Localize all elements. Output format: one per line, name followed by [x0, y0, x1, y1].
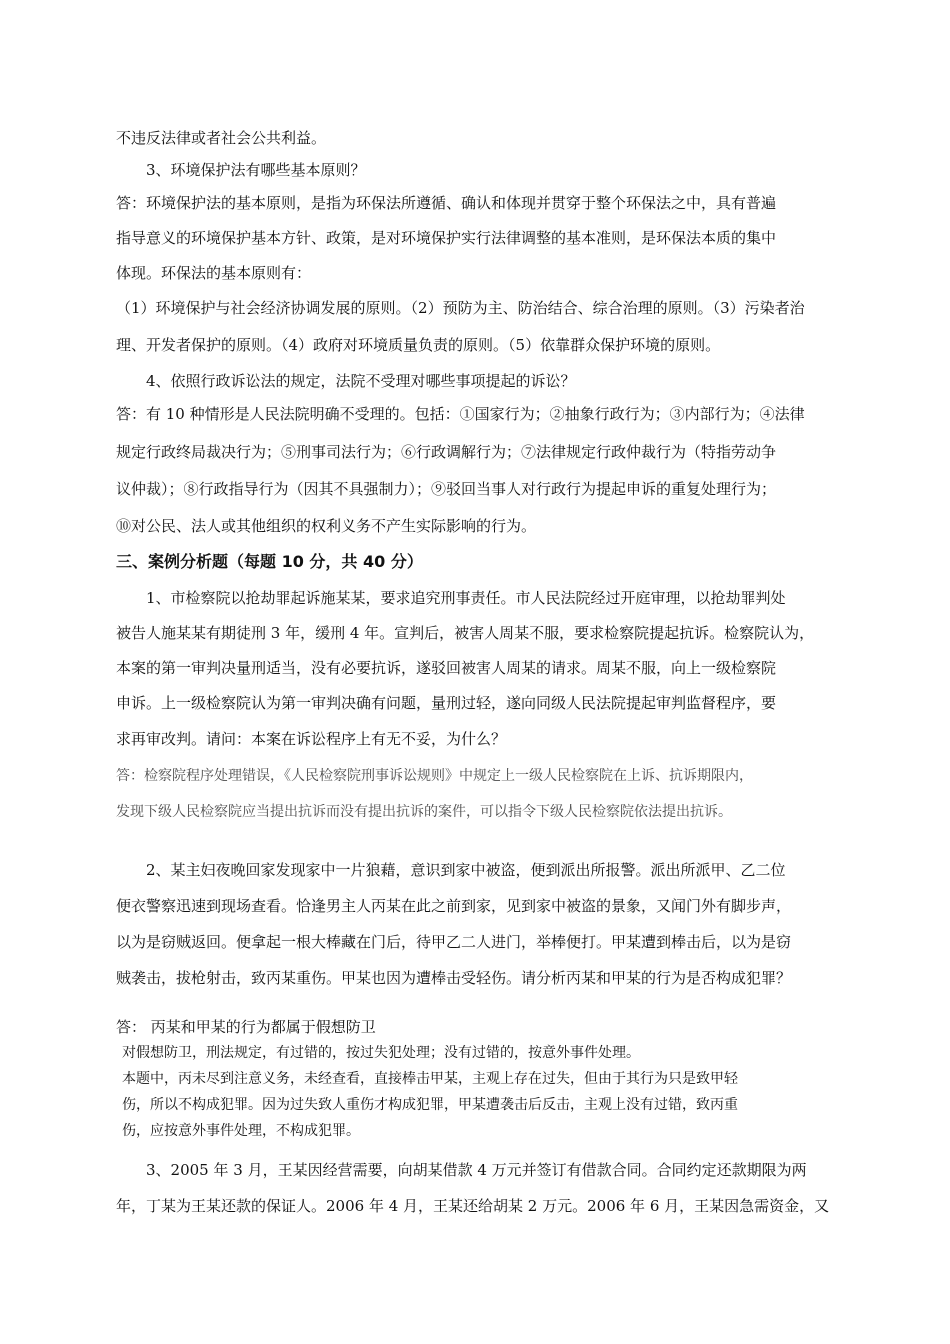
case-2-line: 以为是窃贼返回。便拿起一根大棒藏在门后，待甲乙二人进门，举棒便打。甲某遭到棒击后，以为是窃 — [116, 933, 792, 951]
answer-3-line: （1）环境保护与社会经济协调发展的原则。（2）预防为主、防治结合、综合治理的原则。（3）污染者治 — [116, 299, 805, 317]
question-3: 3、环境保护法有哪些基本原则？ — [146, 161, 366, 179]
case-1-line: 本案的第一审判决量刑适当，没有必要抗诉，遂驳回被害人周某的请求。周某不服，向上一级检察院 — [116, 659, 777, 677]
question-4: 4、依照行政诉讼法的规定，法院不受理对哪些事项提起的诉讼？ — [146, 372, 576, 390]
answer-3-line: 理、开发者保护的原则。（4）政府对环境质量负责的原则。（5）依靠群众保护环境的原则。 — [116, 336, 721, 354]
answer-4-line: ⑩对公民、法人或其他组织的权利义务不产生实际影响的行为。 — [116, 517, 537, 535]
case-2-line: 贼袭击，拔枪射击，致丙某重伤。甲某也因为遭棒击受轻伤。请分析丙某和甲某的行为是否构成犯罪？ — [116, 969, 792, 987]
case-3-line: 3、2005 年 3 月，王某因经营需要，向胡某借款 4 万元并签订有借款合同。合同约定还款期限为两 — [146, 1161, 807, 1179]
case-1-line: 1、市检察院以抢劫罪起诉施某某，要求追究刑事责任。市人民法院经过开庭审理，以抢劫罪判处 — [146, 589, 786, 607]
case-1-answer-line: 发现下级人民检察院应当提出抗诉而没有提出抗诉的案件，可以指令下级人民检察院依法提出抗诉。 — [116, 804, 732, 820]
case-1-line: 申诉。上一级检察院认为第一审判决确有问题，量刑过轻，遂向同级人民法院提起审判监督程序，要 — [116, 694, 777, 712]
case-2-line: 便衣警察迅速到现场查看。恰逢男主人丙某在此之前到家，见到家中被盗的景象，又闻门外有脚步声， — [116, 897, 792, 915]
text-line: 不违反法律或者社会公共利益。 — [116, 129, 327, 147]
case-2-answer-line: 对假想防卫，刑法规定，有过错的，按过失犯处理；没有过错的，按意外事件处理。 — [122, 1045, 640, 1061]
case-1-line: 被告人施某某有期徒刑 3 年，缓刑 4 年。宣判后，被害人周某不服，要求检察院提起抗诉。检察院认为， — [116, 624, 815, 642]
answer-4-line: 规定行政终局裁决行为；⑤刑事司法行为；⑥行政调解行为；⑦法律规定行政仲裁行为（特指劳动争 — [116, 443, 777, 461]
answer-3-line: 答：环境保护法的基本原则，是指为环保法所遵循、确认和体现并贯穿于整个环保法之中，具有普遍 — [116, 194, 777, 212]
answer-4-line: 答：有 10 种情形是人民法院明确不受理的。包括：①国家行为；②抽象行政行为；③内部行为；④法律 — [116, 405, 805, 423]
case-2-answer-line: 本题中，丙未尽到注意义务，未经查看，直接棒击甲某，主观上存在过失，但由于其行为只是致甲轻 — [122, 1071, 738, 1087]
case-2-answer-line: 答： 丙某和甲某的行为都属于假想防卫 — [116, 1018, 376, 1036]
answer-3-line: 体现。环保法的基本原则有： — [116, 264, 312, 282]
answer-3-line: 指导意义的环境保护基本方针、政策，是对环境保护实行法律调整的基本准则，是环保法本质的集中 — [116, 229, 777, 247]
case-2-answer-line: 伤，应按意外事件处理，不构成犯罪。 — [122, 1123, 360, 1139]
case-2-line: 2、某主妇夜晚回家发现家中一片狼藉，意识到家中被盗，便到派出所报警。派出所派甲、乙二位 — [146, 861, 786, 879]
case-3-line: 年，丁某为王某还款的保证人。2006 年 4 月，王某还给胡某 2 万元。2006 年 6 月，王某因急需资金，又 — [116, 1197, 830, 1215]
case-1-line: 求再审改判。请问：本案在诉讼程序上有无不妥，为什么？ — [116, 730, 507, 748]
case-1-answer-line: 答：检察院程序处理错误，《人民检察院刑事诉讼规则》中规定上一级人民检察院在上诉、抗诉期限内， — [116, 768, 753, 784]
answer-4-line: 议仲裁）；⑧行政指导行为（因其不具强制力）；⑨驳回当事人对行政行为提起申诉的重复处理行为； — [116, 480, 777, 498]
section-heading: 三、案例分析题（每题 10 分，共 40 分） — [116, 552, 423, 571]
case-2-answer-line: 伤，所以不构成犯罪。因为过失致人重伤才构成犯罪，甲某遭袭击后反击，主观上没有过错，致丙重 — [122, 1097, 738, 1113]
